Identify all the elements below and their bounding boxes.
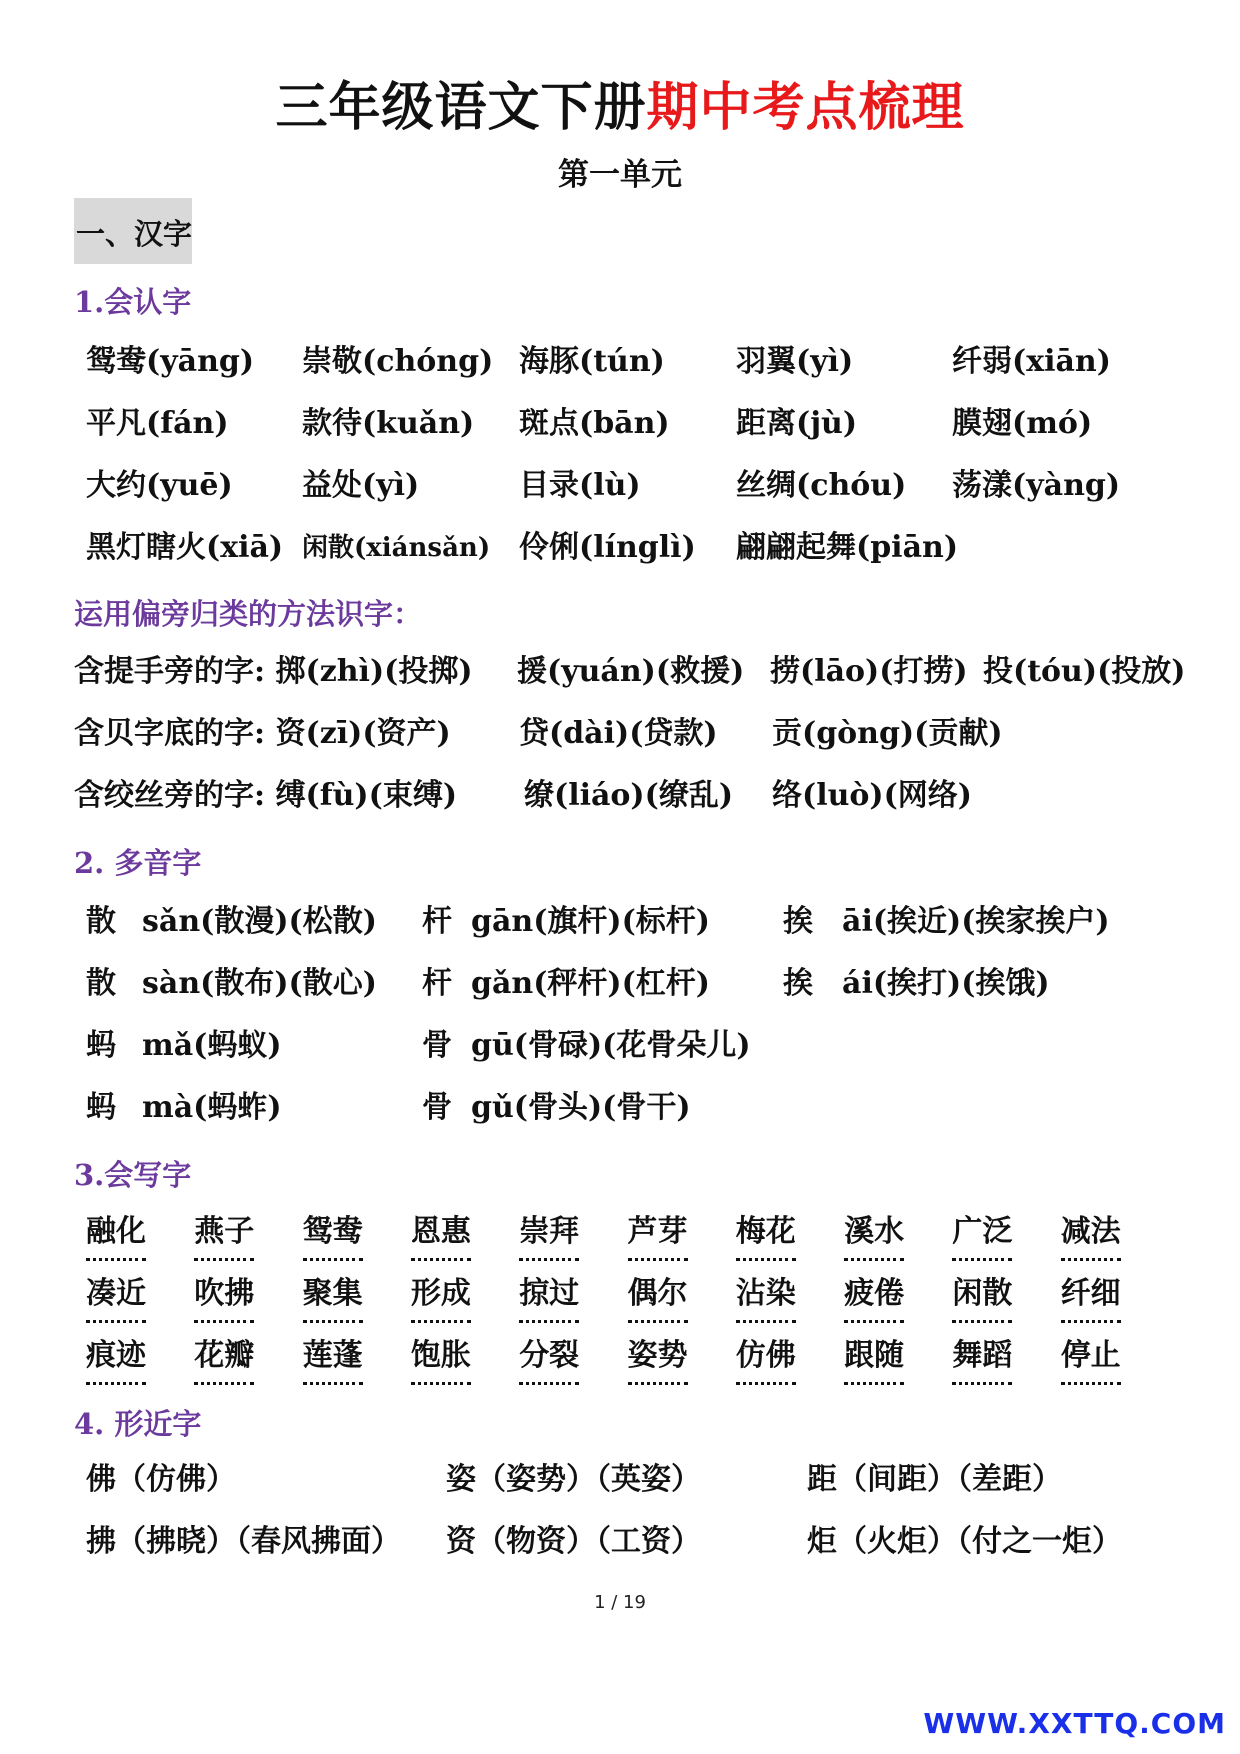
radical-item: 捞(lāo)(打捞) bbox=[770, 654, 968, 689]
writing-word: 分裂 bbox=[519, 1330, 579, 1385]
polyphone-reading: gū(骨碌)(花骨朵儿) bbox=[471, 1028, 751, 1063]
recognize-item: 纤弱(xiān) bbox=[952, 344, 1111, 379]
writing-word: 沾染 bbox=[736, 1268, 796, 1323]
recognize-item: 大约(yuē) bbox=[86, 468, 233, 503]
radical-item: 贷(dài)(贷款) bbox=[519, 716, 718, 751]
writing-word: 停止 bbox=[1061, 1330, 1121, 1385]
writing-word: 莲蓬 bbox=[303, 1330, 363, 1385]
recognize-item: 膜翅(mó) bbox=[952, 406, 1093, 441]
recognize-item: 平凡(fán) bbox=[86, 406, 229, 441]
writing-word: 花瓣 bbox=[194, 1330, 254, 1385]
radical-item: 络(luò)(网络) bbox=[772, 778, 972, 813]
title-black: 三年级语文下册 bbox=[275, 77, 647, 138]
recognize-item: 丝绸(chóu) bbox=[736, 468, 907, 503]
recognize-item: 斑点(bān) bbox=[519, 406, 670, 441]
polyphone-char: 蚂 bbox=[86, 1028, 116, 1063]
recognize-item: 荡漾(yàng) bbox=[952, 468, 1121, 503]
polyphone-char: 挨 bbox=[783, 904, 813, 939]
polyphone-reading: sàn(散布)(散心) bbox=[142, 966, 377, 1001]
polyphone-char: 骨 bbox=[422, 1028, 452, 1063]
radical-item: 含贝字底的字: 资(zī)(资产) bbox=[74, 716, 451, 751]
subheading-radicals: 运用偏旁归类的方法识字： bbox=[74, 597, 423, 631]
recognize-item: 海豚(tún) bbox=[519, 344, 665, 379]
writing-word: 梅花 bbox=[736, 1206, 796, 1261]
recognize-row bbox=[0, 460, 1240, 512]
recognize-item: 翩翩起舞(piān) bbox=[736, 530, 959, 565]
polyphone-row bbox=[0, 896, 1240, 948]
polyphone-reading: gǔ(骨头)(骨干) bbox=[471, 1090, 691, 1125]
similar-item: 距（间距）（差距） bbox=[807, 1462, 1062, 1497]
similar-item: 炬（火炬）（付之一炬） bbox=[807, 1524, 1122, 1559]
polyphone-reading: mǎ(蚂蚁) bbox=[142, 1028, 282, 1063]
writing-word: 燕子 bbox=[194, 1206, 254, 1261]
polyphone-reading: sǎn(散漫)(松散) bbox=[142, 904, 377, 939]
document-title bbox=[0, 68, 1240, 148]
similar-item: 佛（仿佛） bbox=[86, 1462, 236, 1497]
radical-row bbox=[0, 646, 1240, 698]
polyphone-char: 散 bbox=[86, 904, 116, 939]
similar-row bbox=[0, 1454, 1240, 1506]
writing-word: 溪水 bbox=[844, 1206, 904, 1261]
writing-word: 减法 bbox=[1061, 1206, 1121, 1261]
similar-item: 资（物资）（工资） bbox=[446, 1524, 701, 1559]
polyphone-char: 杆 bbox=[422, 966, 452, 1001]
similar-row bbox=[0, 1516, 1240, 1568]
subheading-writing: 3.会写字 bbox=[74, 1158, 192, 1192]
recognize-item: 款待(kuǎn) bbox=[302, 406, 475, 441]
writing-row bbox=[0, 1330, 1240, 1382]
polyphone-row bbox=[0, 1020, 1240, 1072]
writing-word: 偶尔 bbox=[628, 1268, 688, 1323]
recognize-item: 益处(yì) bbox=[302, 468, 420, 503]
recognize-item: 距离(jù) bbox=[736, 406, 858, 441]
polyphone-row bbox=[0, 958, 1240, 1010]
writing-word: 凑近 bbox=[86, 1268, 146, 1323]
writing-word: 痕迹 bbox=[86, 1330, 146, 1385]
writing-row bbox=[0, 1206, 1240, 1258]
writing-word: 跟随 bbox=[844, 1330, 904, 1385]
title-red: 期中考点梳理 bbox=[646, 77, 965, 138]
writing-word: 舞蹈 bbox=[952, 1330, 1012, 1385]
similar-item: 拂（拂晓）（春风拂面） bbox=[86, 1524, 401, 1559]
writing-word: 仿佛 bbox=[736, 1330, 796, 1385]
writing-word: 饱胀 bbox=[411, 1330, 471, 1385]
polyphone-char: 蚂 bbox=[86, 1090, 116, 1125]
radical-row bbox=[0, 708, 1240, 760]
writing-word: 鸳鸯 bbox=[303, 1206, 363, 1261]
polyphone-reading: gǎn(秤杆)(杠杆) bbox=[471, 966, 711, 1001]
radical-row bbox=[0, 770, 1240, 822]
subheading-similar: 4. 形近字 bbox=[74, 1407, 202, 1441]
recognize-item: 黑灯瞎火(xiā) bbox=[86, 530, 284, 565]
recognize-row bbox=[0, 336, 1240, 388]
recognize-item: 崇敬(chóng) bbox=[302, 344, 494, 379]
recognize-row bbox=[0, 522, 1240, 574]
writing-word: 形成 bbox=[411, 1268, 471, 1323]
writing-word: 聚集 bbox=[303, 1268, 363, 1323]
polyphone-reading: mà(蚂蚱) bbox=[142, 1090, 282, 1125]
page-number: 1 / 19 bbox=[594, 1592, 646, 1613]
recognize-item: 鸳鸯(yāng) bbox=[86, 344, 255, 379]
polyphone-reading: gān(旗杆)(标杆) bbox=[471, 904, 711, 939]
radical-item: 含提手旁的字: 掷(zhì)(投掷) bbox=[74, 654, 473, 689]
polyphone-char: 散 bbox=[86, 966, 116, 1001]
writing-word: 崇拜 bbox=[519, 1206, 579, 1261]
writing-word: 恩惠 bbox=[411, 1206, 471, 1261]
radical-item: 含绞丝旁的字: 缚(fù)(束缚) bbox=[74, 778, 458, 813]
radical-item: 援(yuán)(救援) bbox=[517, 654, 745, 689]
recognize-item: 羽翼(yì) bbox=[736, 344, 854, 379]
writing-row bbox=[0, 1268, 1240, 1320]
radical-item: 缭(liáo)(缭乱) bbox=[524, 778, 734, 813]
subheading-recognize: 1.会认字 bbox=[74, 285, 192, 319]
site-watermark: WWW.XXTTQ.COM bbox=[923, 1707, 1226, 1740]
polyphone-reading: ái(挨打)(挨饿) bbox=[842, 966, 1050, 1001]
writing-word: 姿势 bbox=[628, 1330, 688, 1385]
writing-word: 广泛 bbox=[952, 1206, 1012, 1261]
recognize-row bbox=[0, 398, 1240, 450]
recognize-item: 目录(lù) bbox=[519, 468, 641, 503]
writing-word: 疲倦 bbox=[844, 1268, 904, 1323]
recognize-item: 闲散(xiánsǎn) bbox=[302, 533, 491, 563]
radical-item: 贡(gòng)(贡献) bbox=[772, 716, 1003, 751]
recognize-item: 伶俐(línglì) bbox=[519, 530, 696, 565]
polyphone-char: 骨 bbox=[422, 1090, 452, 1125]
section-heading: 一、汉字 bbox=[74, 198, 192, 264]
writing-word: 芦芽 bbox=[628, 1206, 688, 1261]
writing-word: 纤细 bbox=[1061, 1268, 1121, 1323]
polyphone-reading: āi(挨近)(挨家挨户) bbox=[842, 904, 1110, 939]
writing-word: 掠过 bbox=[519, 1268, 579, 1323]
writing-word: 闲散 bbox=[952, 1268, 1012, 1323]
polyphone-char: 杆 bbox=[422, 904, 452, 939]
polyphone-char: 挨 bbox=[783, 966, 813, 1001]
subheading-polyphones: 2. 多音字 bbox=[74, 846, 202, 880]
similar-item: 姿（姿势）（英姿） bbox=[446, 1462, 701, 1497]
polyphone-row bbox=[0, 1082, 1240, 1134]
radical-item: 投(tóu)(投放) bbox=[983, 654, 1186, 689]
writing-word: 融化 bbox=[86, 1206, 146, 1261]
writing-word: 吹拂 bbox=[194, 1268, 254, 1323]
unit-heading: 第一单元 bbox=[558, 157, 682, 193]
